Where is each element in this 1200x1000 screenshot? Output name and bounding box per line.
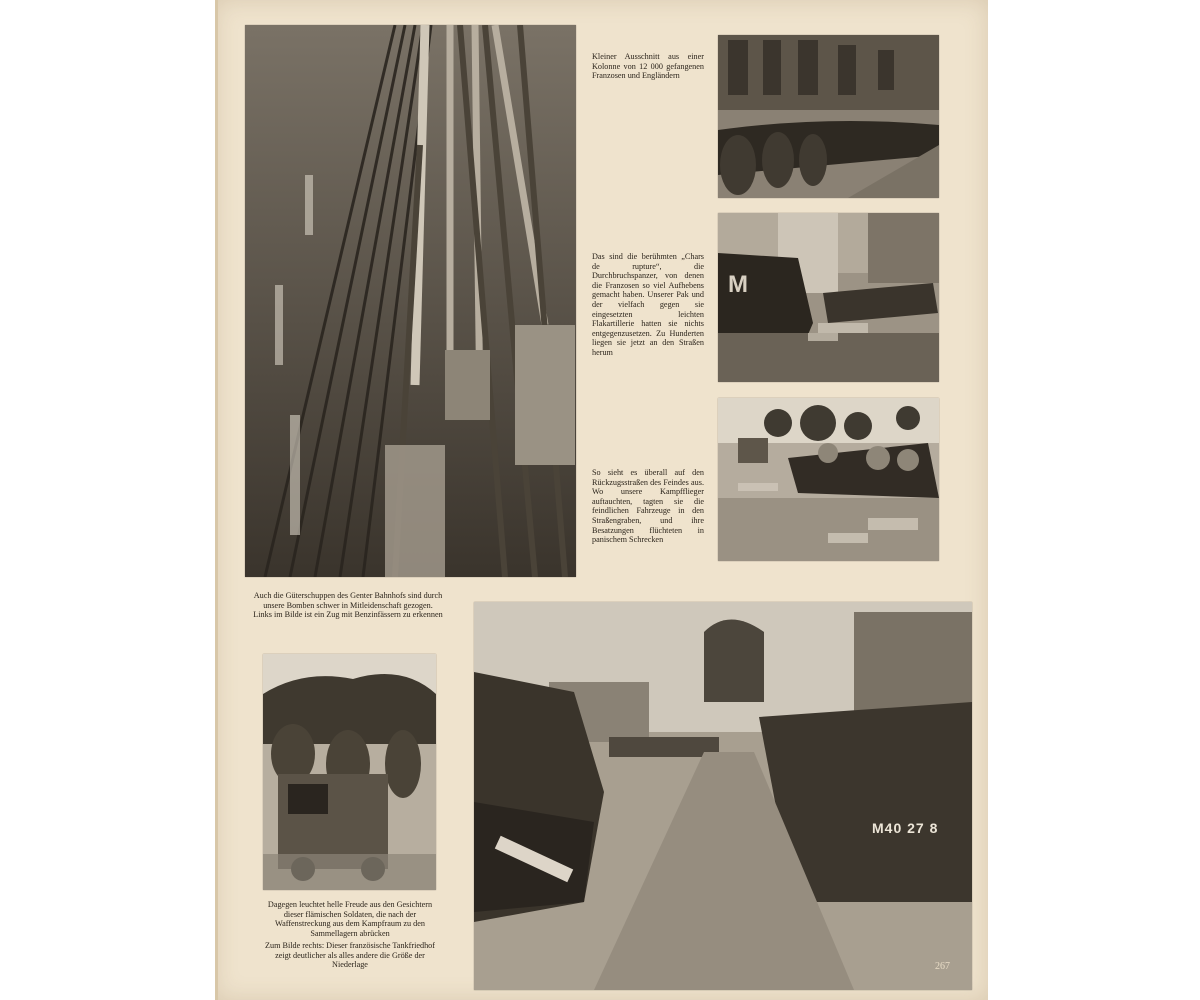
photo-prisoner-column <box>718 35 939 198</box>
caption-tanks: Das sind die berühmten „Chars de rupture“, die Durchbruchspanzer, von denen die Franzosen so viel Aufhebens gemacht haben. Unserer Pak und der vielfach gegen sie eingesetzten leichten Flakartillerie hatten sie nichts entgegenzusetzen. Zu Hunderten liegen sie jetzt an den Straßen herum <box>592 252 704 357</box>
caption-tank-cemetery: Zum Bilde rechts: Dieser französische Tankfriedhof zeigt deutlicher als alles andere die Größe der Niederlage <box>264 941 436 970</box>
photo-tank-cemetery-road <box>474 602 972 990</box>
caption-wreckage: So sieht es überall auf den Rückzugsstraßen des Feindes aus. Wo unsere Kampfflieger auftauchten, tagten sie die feindlichen Fahrzeuge in den Straßengraben, und ihre Besatzungen flüchteten in panischem Schrecken <box>592 468 704 545</box>
page-number: 267 <box>935 961 950 972</box>
page-binding-edge <box>215 0 218 1000</box>
tank-marking-text: M <box>728 271 748 298</box>
vehicle-plate-text: M40 27 8 <box>872 820 939 836</box>
photo-flemish-soldiers <box>263 654 436 890</box>
caption-train-yard: Auch die Güterschuppen des Genter Bahnhofs sind durch unsere Bomben schwer in Mitleidenschaft gezogen. Links im Bilde ist ein Zug mit Benzinfässern zu erkennen <box>253 591 443 620</box>
caption-prisoners: Kleiner Ausschnitt aus einer Kolonne von 12 000 gefangenen Franzosen und Engländern <box>592 52 704 81</box>
photo-abandoned-tanks <box>718 213 939 382</box>
caption-soldiers: Dagegen leuchtet helle Freude aus den Gesichtern dieser flämischen Soldaten, die nach der Waffenstreckung aus dem Kampfraum zu den Sammellagern abrücken <box>267 900 433 938</box>
photo-train-yard-aerial <box>245 25 576 577</box>
photo-roadside-wreckage <box>718 398 939 561</box>
